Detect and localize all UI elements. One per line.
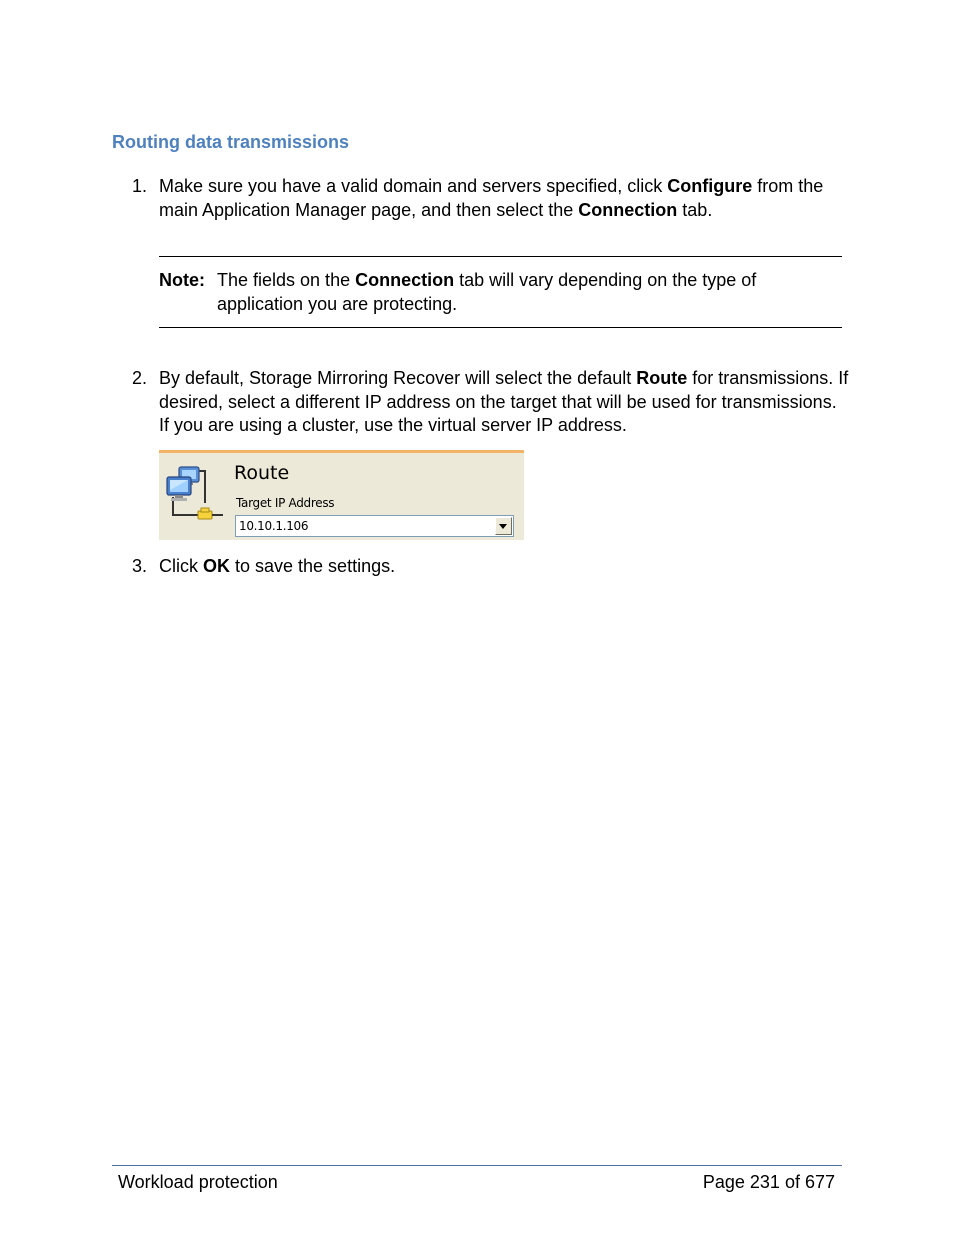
note-text bbox=[217, 269, 837, 316]
footer-rule bbox=[112, 1165, 842, 1166]
text-run: tab will vary depending on the type of application you are protecting. bbox=[217, 270, 757, 314]
text-run: Make sure you have a valid domain and servers specified, click bbox=[159, 176, 668, 196]
network-computers-icon bbox=[163, 463, 225, 523]
ui-term-ok: OK bbox=[203, 556, 230, 576]
step-number: 3. bbox=[132, 556, 148, 576]
ui-term-route: Route bbox=[636, 368, 688, 388]
ui-term-connection: Connection bbox=[355, 270, 455, 290]
route-title: Route bbox=[234, 462, 290, 484]
text-run: Click bbox=[159, 556, 203, 576]
footer-section-title: Workload protection bbox=[118, 1172, 278, 1192]
text-run: to save the settings. bbox=[230, 556, 396, 576]
dropdown-arrow-button[interactable] bbox=[495, 517, 512, 535]
text-run: tab. bbox=[677, 199, 713, 220]
note-label: Note: bbox=[159, 270, 205, 290]
ui-term-configure: Configure bbox=[667, 176, 753, 196]
text-run: from the main Application Manager page, and then select the bbox=[159, 176, 824, 220]
target-ip-value: 10.10.1.106 bbox=[239, 519, 309, 533]
footer-page-number: Page 231 of 677 bbox=[702, 1172, 835, 1192]
target-ip-label: Target IP Address bbox=[236, 496, 335, 510]
step-text bbox=[159, 555, 849, 579]
step-number: 1. bbox=[132, 176, 148, 196]
text-run: The fields on the bbox=[217, 270, 356, 290]
text-run: for transmissions. If desired, select a different IP address on the target that will be used for transmissions. If you are using a cluster, use the virtual server IP address. bbox=[159, 368, 849, 435]
section-heading: Routing data transmissions bbox=[112, 132, 350, 152]
step-text bbox=[159, 175, 849, 222]
note-box bbox=[159, 256, 842, 328]
step-number: 2. bbox=[132, 368, 148, 388]
step-text bbox=[159, 367, 849, 438]
route-panel-screenshot bbox=[159, 450, 524, 540]
ui-term-connection: Connection bbox=[578, 199, 678, 220]
chevron-down-icon bbox=[499, 524, 507, 529]
text-run: By default, Storage Mirroring Recover will select the default bbox=[159, 368, 637, 388]
target-ip-dropdown[interactable] bbox=[235, 515, 514, 537]
